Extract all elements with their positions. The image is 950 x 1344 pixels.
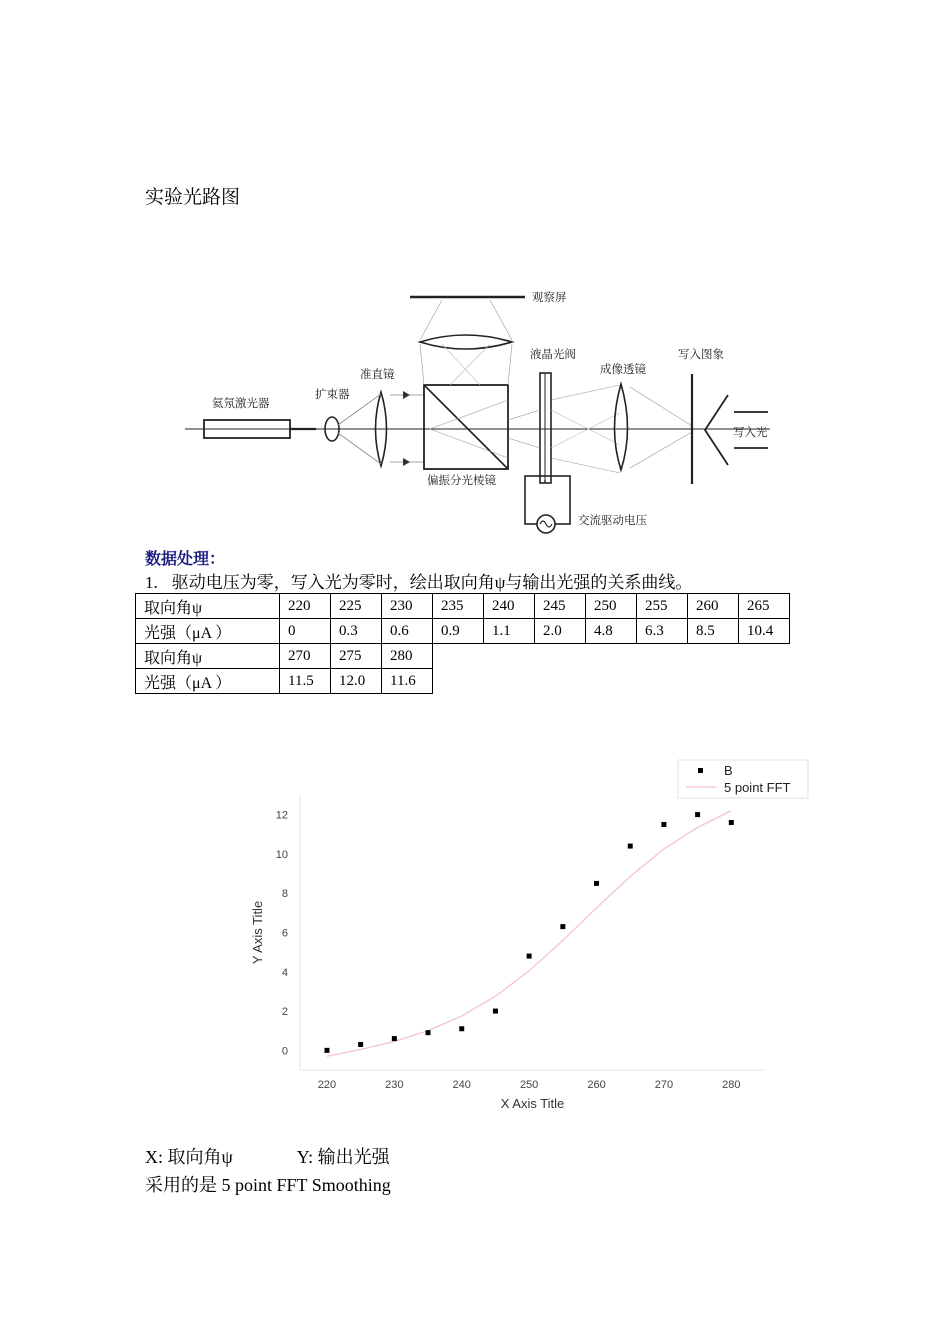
table-cell: 265 [739, 594, 790, 619]
data-point [560, 924, 565, 929]
table-cell: 0.9 [433, 619, 484, 644]
x-axis-title: X Axis Title [500, 1096, 565, 1111]
table-cell: 0.6 [382, 619, 433, 644]
data-table [135, 593, 790, 694]
x-tick-label: 240 [452, 1079, 471, 1091]
data-point [358, 1042, 363, 1047]
label-beam-expander: 扩束器 [315, 389, 350, 401]
intensity-chart [240, 755, 810, 1125]
y-tick-label: 6 [281, 927, 288, 940]
table-cell: 1.1 [484, 619, 535, 644]
table-cell: 12.0 [331, 669, 382, 694]
legend-marker-b [698, 768, 703, 773]
section-title: 数据处理： [145, 551, 226, 568]
intensity-label-cell: 光强（μA ） [136, 669, 280, 694]
x-tick-label: 250 [519, 1079, 539, 1091]
table-row-intensity-1 [136, 619, 790, 644]
data-point [493, 1009, 498, 1014]
data-point [324, 1048, 329, 1053]
table-cell: 280 [382, 644, 433, 669]
axes-note [145, 1143, 390, 1169]
data-point [628, 844, 633, 849]
table-cell: 235 [433, 594, 484, 619]
table-row-intensity-2 [136, 669, 790, 694]
table-cell: 260 [688, 594, 739, 619]
table-cell: 0.3 [331, 619, 382, 644]
x-axis-note: X: 取向角ψ [145, 1147, 233, 1167]
label-laser: 氦氖激光器 [212, 398, 270, 410]
x-tick-label: 220 [317, 1079, 337, 1091]
y-tick-label: 0 [281, 1045, 288, 1058]
table-cell: 6.3 [637, 619, 688, 644]
data-point [459, 1026, 464, 1031]
table-cell: 250 [586, 594, 637, 619]
x-tick-label: 230 [385, 1079, 404, 1091]
label-collimator: 准直镜 [360, 369, 395, 381]
table-cell: 2.0 [535, 619, 586, 644]
diagram-heading: 实验光路图 [145, 187, 241, 208]
angle-label-cell: 取向角ψ [136, 644, 280, 669]
data-point [594, 881, 599, 886]
table-cell: 240 [484, 594, 535, 619]
data-point [695, 812, 700, 817]
chart-legend [678, 760, 808, 798]
table-row-angles-1 [136, 594, 790, 619]
table-cell: 255 [637, 594, 688, 619]
table-cell: 4.8 [586, 619, 637, 644]
data-point [392, 1036, 397, 1041]
angle-label-cell: 取向角ψ [136, 594, 280, 619]
legend-label-fft: 5 point FFT [724, 780, 791, 795]
table-row-angles-2 [136, 644, 790, 669]
task-number: 1. [145, 573, 158, 592]
task-text: 驱动电压为零，写入光为零时，绘出取向角ψ与输出光强的关系曲线。 [171, 573, 693, 592]
table-cell: 0 [280, 619, 331, 644]
table-cell: 220 [280, 594, 331, 619]
table-cell: 270 [280, 644, 331, 669]
y-tick-label: 4 [281, 966, 288, 979]
y-tick-label: 12 [275, 809, 288, 822]
write-light-arrow [705, 395, 728, 465]
x-tick-label: 260 [587, 1079, 606, 1091]
optical-path-diagram [180, 280, 800, 545]
label-ac-drive: 交流驱动电压 [578, 515, 647, 527]
table-cell: 11.6 [382, 669, 433, 694]
label-lc-valve: 液晶光阀 [530, 349, 576, 361]
smoothing-method: 采用的是 5 point FFT Smoothing [145, 1175, 391, 1195]
table-cell: 275 [331, 644, 382, 669]
data-point [426, 1030, 431, 1035]
x-tick-label: 270 [654, 1079, 674, 1091]
imaging-lens [615, 384, 628, 470]
label-imaging-lens: 成像透镜 [600, 364, 646, 376]
upper-lens [420, 335, 512, 349]
prism-diagonal [424, 385, 508, 469]
label-screen: 观察屏 [532, 292, 567, 304]
table-cell: 225 [331, 594, 382, 619]
y-tick-label: 2 [281, 1006, 288, 1019]
label-prism: 偏振分光棱镜 [427, 475, 496, 487]
data-point [527, 954, 532, 959]
table-cell: 245 [535, 594, 586, 619]
intensity-label-cell: 光强（μA ） [136, 619, 280, 644]
fft-smoothed-line [327, 811, 731, 1057]
label-write-image: 写入图象 [678, 349, 724, 361]
data-point [661, 822, 666, 827]
table-cell: 11.5 [280, 669, 331, 694]
y-tick-label: 8 [281, 888, 288, 901]
y-tick-label: 10 [275, 848, 288, 861]
task-statement [145, 568, 692, 593]
y-axis-note: Y: 输出光强 [296, 1147, 390, 1167]
table-cell: 230 [382, 594, 433, 619]
table-cell: 8.5 [688, 619, 739, 644]
x-tick-label: 280 [722, 1079, 741, 1091]
label-write-light: 写入光 [733, 427, 768, 439]
y-axis-title: Y Axis Title [250, 900, 265, 965]
legend-label-b: B [724, 763, 733, 778]
data-point [729, 820, 734, 825]
table-cell: 10.4 [739, 619, 790, 644]
